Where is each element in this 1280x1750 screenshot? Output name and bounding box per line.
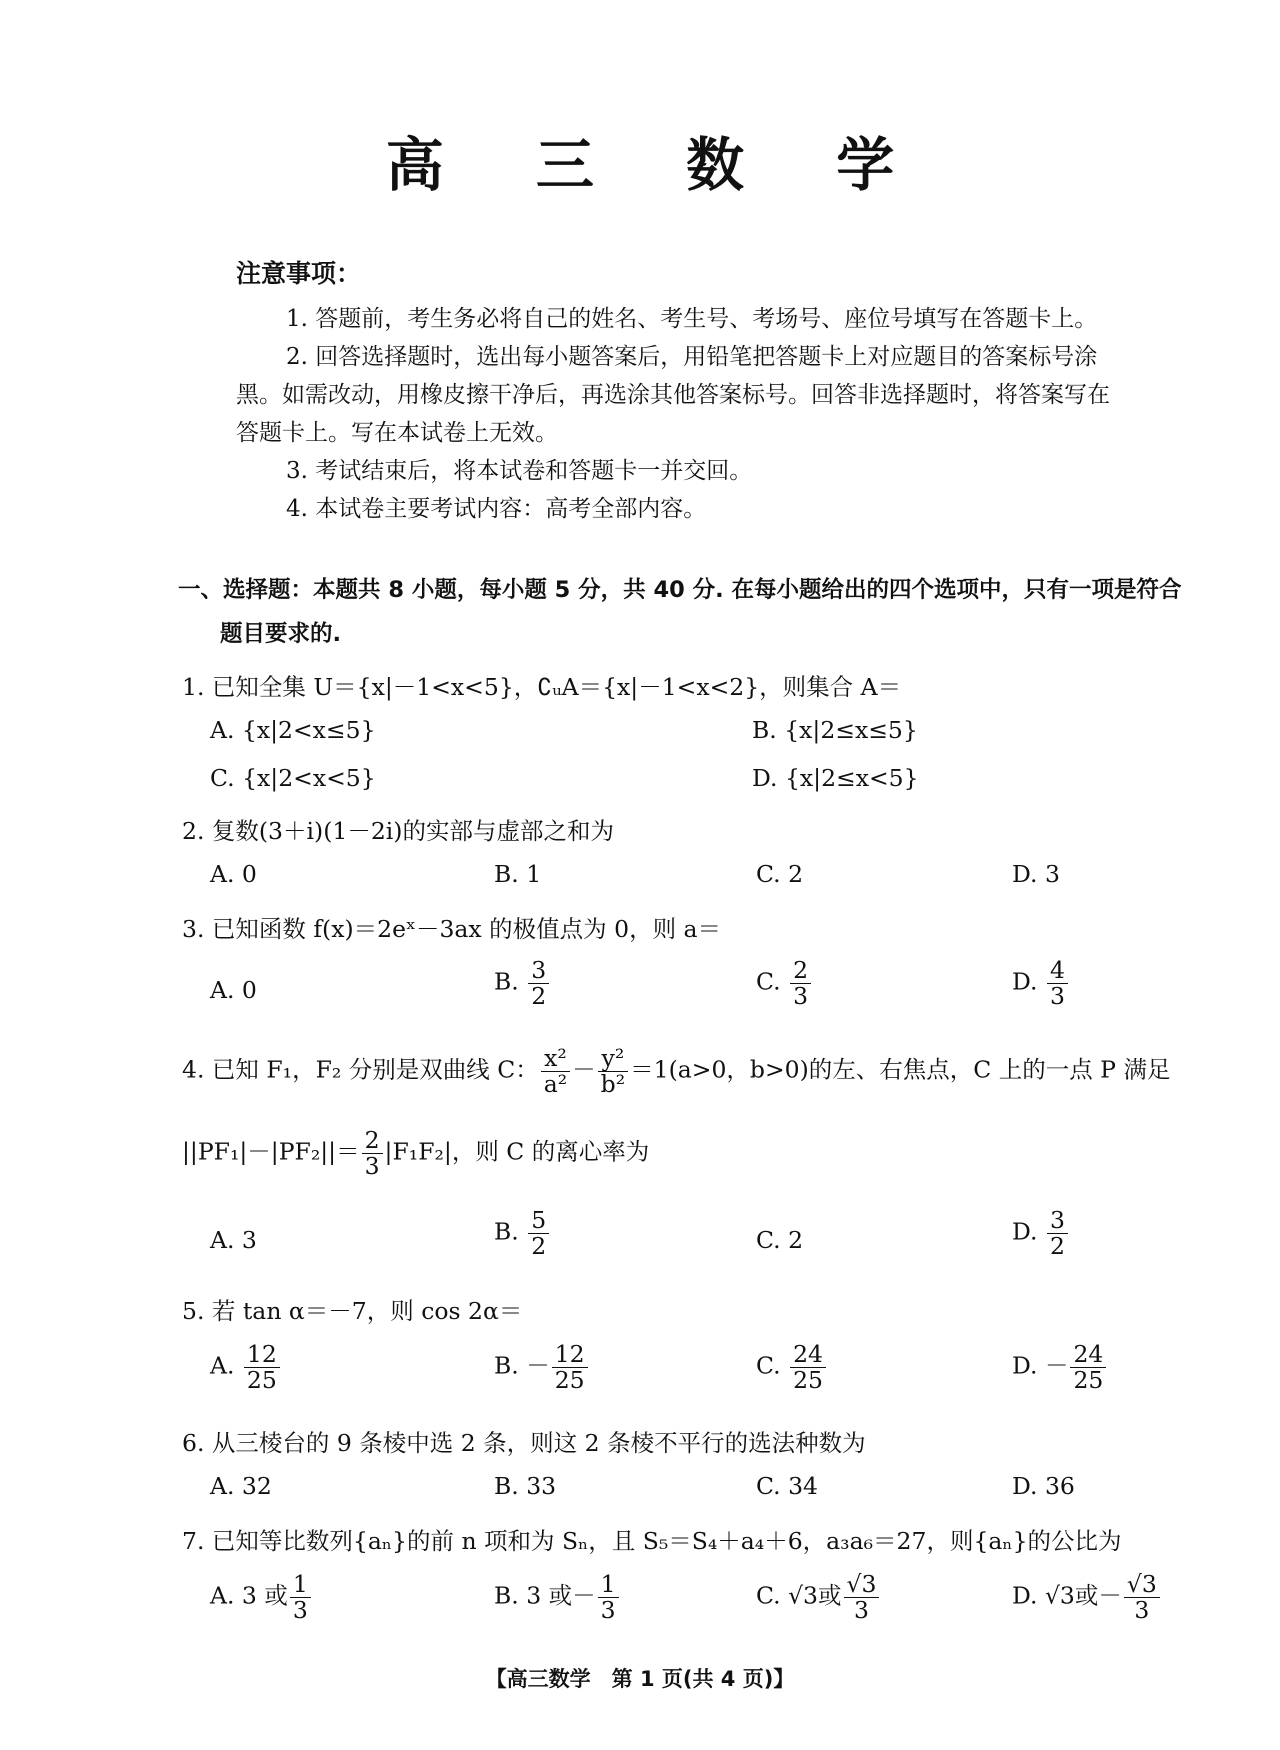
section-heading-cont: 题目要求的. — [220, 621, 342, 647]
q7-option-a-label: A. 3 或 — [210, 1581, 288, 1610]
q4-stem-part: ||PF₁|－|PF₂||＝ — [182, 1137, 360, 1166]
q4-stem-part: ＝1(a>0，b>0)的左、右焦点，C 上的一点 P 满足 — [630, 1055, 1171, 1084]
q4-option-a: A. 3 — [210, 1226, 257, 1254]
q5-option-c — [756, 1342, 828, 1392]
denominator: b² — [600, 1069, 626, 1098]
denominator: a² — [543, 1069, 568, 1098]
denominator: 3 — [1049, 981, 1065, 1010]
denominator: 2 — [531, 981, 547, 1010]
notice-line: 4. 本试卷主要考试内容：高考全部内容。 — [286, 496, 707, 522]
denominator: 3 — [364, 1151, 380, 1180]
numerator: 3 — [528, 958, 549, 984]
denominator: 3 — [793, 981, 809, 1010]
notice-heading: 注意事项： — [236, 259, 362, 288]
notice-line: 3. 考试结束后，将本试卷和答题卡一并交回。 — [286, 458, 753, 484]
numerator: x² — [541, 1046, 570, 1072]
numerator: 3 — [1047, 1208, 1068, 1234]
q4-option-b — [494, 1208, 551, 1258]
q4-option-b-label: B. — [494, 1217, 527, 1246]
q7-option-a-fraction — [290, 1572, 311, 1622]
q1-option-a: A. {x|2<x≤5} — [210, 716, 376, 744]
numerator: 1 — [598, 1572, 619, 1598]
q5-option-b-fraction — [552, 1342, 588, 1392]
page-title: 高 三 数 学 — [385, 131, 931, 199]
q7-option-b-label: B. 3 或－ — [494, 1581, 596, 1610]
q5-option-c-label: C. — [756, 1351, 789, 1380]
q4-option-c: C. 2 — [756, 1226, 804, 1254]
denominator: 3 — [1134, 1595, 1150, 1624]
q3-option-d-fraction — [1047, 958, 1068, 1008]
question-2: 2. 复数(3＋i)(1－2i)的实部与虚部之和为 — [182, 817, 614, 845]
q7-option-d — [1012, 1572, 1162, 1622]
q2-option-b: B. 1 — [494, 860, 542, 888]
q3-option-c-label: C. — [756, 967, 789, 996]
numerator: 24 — [1070, 1342, 1106, 1368]
question-6: 6. 从三棱台的 9 条棱中选 2 条，则这 2 条棱不平行的选法种数为 — [182, 1429, 866, 1457]
numerator: 2 — [790, 958, 811, 984]
q3-option-b-label: B. — [494, 967, 527, 996]
q2-option-a: A. 0 — [210, 860, 257, 888]
q7-option-c — [756, 1572, 881, 1622]
q3-option-b-fraction — [528, 958, 549, 1008]
q1-option-d: D. {x|2≤x<5} — [752, 764, 919, 792]
q5-option-d-fraction — [1070, 1342, 1106, 1392]
notice-line: 1. 答题前，考生务必将自己的姓名、考生号、考场号、座位号填写在答题卡上。 — [286, 306, 1098, 332]
q3-option-a: A. 0 — [210, 976, 257, 1004]
q6-option-d: D. 36 — [1012, 1472, 1075, 1500]
q3-option-d — [1012, 958, 1070, 1008]
q3-option-c — [756, 958, 813, 1008]
denominator: 25 — [1073, 1365, 1104, 1394]
denominator: 25 — [554, 1365, 585, 1394]
notice-line: 答题卡上。写在本试卷上无效。 — [236, 420, 558, 446]
numerator: √3 — [844, 1572, 880, 1598]
q5-option-a-label: A. — [210, 1351, 242, 1380]
question-5: 5. 若 tan α＝－7，则 cos 2α＝ — [182, 1297, 523, 1325]
q2-option-d: D. 3 — [1012, 860, 1060, 888]
numerator: 2 — [362, 1128, 383, 1154]
hyperbola-x-term — [541, 1046, 570, 1096]
q7-option-d-fraction — [1124, 1572, 1160, 1622]
q4-option-d — [1012, 1208, 1070, 1258]
question-4: 4. 已知 F₁，F₂ 分别是双曲线 C： $\frac{\text{x²}}{\text{a²}}$ － $\frac{\text{y²}}{\text{b²}}$ ＝1(a>0，b>0)的左、右焦点，C 上的一点 P 满足 — [182, 1044, 1171, 1098]
q4-option-d-fraction — [1047, 1208, 1068, 1258]
q7-option-b-fraction — [598, 1572, 619, 1622]
q2-option-c: C. 2 — [756, 860, 804, 888]
q7-option-d-label: D. √3或－ — [1012, 1581, 1122, 1610]
q5-option-a-fraction — [244, 1342, 280, 1392]
denominator: 3 — [600, 1595, 616, 1624]
q1-option-b: B. {x|2≤x≤5} — [752, 716, 918, 744]
notice-line: 黑。如需改动，用橡皮擦干净后，再选涂其他答案标号。回答非选择题时，将答案写在 — [236, 382, 1110, 408]
notice-line: 2. 回答选择题时，选出每小题答案后，用铅笔把答题卡上对应题目的答案标号涂 — [286, 344, 1098, 370]
q4-option-b-fraction — [528, 1208, 549, 1258]
page-footer: 【高三数学 第 1 页(共 4 页)】 — [485, 1667, 795, 1691]
q4-stem-part: |F₁F₂|，则 C 的离心率为 — [384, 1137, 650, 1166]
q5-option-d-label: D. － — [1012, 1351, 1069, 1380]
denominator: 25 — [246, 1365, 277, 1394]
two-thirds-fraction — [362, 1128, 383, 1178]
q3-option-d-label: D. — [1012, 967, 1045, 996]
hyperbola-y-term — [598, 1046, 628, 1096]
q7-option-c-label: C. √3或 — [756, 1581, 842, 1610]
numerator: 12 — [244, 1342, 280, 1368]
q5-option-a — [210, 1342, 282, 1392]
q7-option-a — [210, 1572, 313, 1622]
denominator: 3 — [854, 1595, 869, 1624]
q6-option-c: C. 34 — [756, 1472, 818, 1500]
numerator: √3 — [1124, 1572, 1160, 1598]
q7-option-b — [494, 1572, 621, 1622]
question-1: 1. 已知全集 U＝{x|－1<x<5}，∁ᵤA＝{x|－1<x<2}，则集合 A＝ — [182, 673, 902, 701]
q4-option-d-label: D. — [1012, 1217, 1045, 1246]
section-heading: 一、选择题：本题共 8 小题，每小题 5 分，共 40 分. 在每小题给出的四个选项中，只有一项是符合 — [178, 577, 1182, 603]
q5-option-d — [1012, 1342, 1108, 1392]
question-4-cont — [182, 1128, 649, 1178]
q5-option-c-fraction — [790, 1342, 826, 1392]
q5-option-b-label: B. － — [494, 1351, 550, 1380]
q5-option-b — [494, 1342, 590, 1392]
q6-option-b: B. 33 — [494, 1472, 557, 1500]
q4-stem-part: 4. 已知 F₁，F₂ 分别是双曲线 C： — [182, 1055, 539, 1084]
q7-option-c-fraction — [844, 1572, 880, 1622]
denominator: 2 — [1049, 1231, 1065, 1260]
q3-option-c-fraction — [790, 958, 811, 1008]
q3-option-b — [494, 958, 551, 1008]
numerator: 4 — [1047, 958, 1068, 984]
numerator: 1 — [290, 1572, 311, 1598]
denominator: 25 — [793, 1365, 823, 1394]
q6-option-a: A. 32 — [210, 1472, 272, 1500]
numerator: 24 — [790, 1342, 826, 1368]
numerator: y² — [598, 1046, 628, 1072]
q1-option-c: C. {x|2<x<5} — [210, 764, 376, 792]
denominator: 3 — [292, 1595, 308, 1624]
question-7: 7. 已知等比数列{aₙ}的前 n 项和为 Sₙ，且 S₅＝S₄＋a₄＋6，a₃a₆＝27，则{aₙ}的公比为 — [182, 1527, 1122, 1555]
denominator: 2 — [531, 1231, 547, 1260]
question-3: 3. 已知函数 f(x)＝2eˣ－3ax 的极值点为 0，则 a＝ — [182, 915, 722, 943]
numerator: 12 — [552, 1342, 588, 1368]
numerator: 5 — [528, 1208, 549, 1234]
